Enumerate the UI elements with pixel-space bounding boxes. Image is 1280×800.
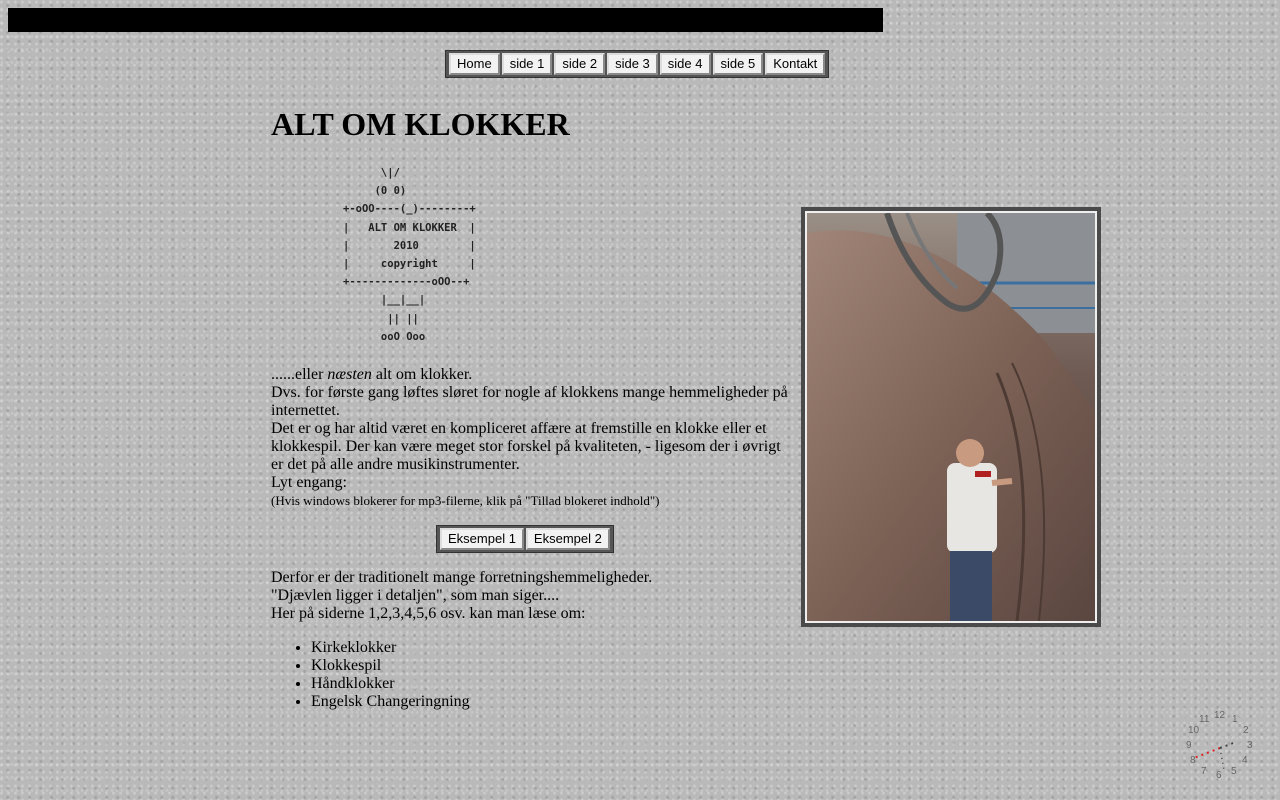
secrets-text <box>271 569 791 623</box>
clock-number: 3 <box>1247 740 1253 751</box>
list-item: • Håndklokker <box>311 675 470 693</box>
nav-side5-button[interactable]: side 5 <box>713 53 764 75</box>
ascii-art-banner: \|/ (0 0) +-oOO----(_)--------+ | ALT OM KLOKKER | | 2010 | | copyright | +-------------oOO--+ |__|__| || || ooO Ooo <box>343 167 476 343</box>
nav-side3-button[interactable]: side 3 <box>607 53 658 75</box>
clock-number: 7 <box>1201 766 1207 777</box>
intro-suffix: alt om klokker. <box>371 366 473 383</box>
nav-side1-button[interactable]: side 1 <box>502 53 553 75</box>
list-item: • Kirkeklokker <box>311 639 470 657</box>
intro-text <box>271 366 791 510</box>
clock-hands-icon <box>1180 708 1260 788</box>
page-title: ALT OM KLOKKER <box>271 106 570 142</box>
list-item: • Engelsk Changeringning <box>311 693 470 711</box>
example-1-button[interactable]: Eksempel 1 <box>440 528 524 550</box>
paragraph-6: Her på siderne 1,2,3,4,5,6 osv. kan man læse om: <box>271 605 586 622</box>
example-2-button[interactable]: Eksempel 2 <box>526 528 610 550</box>
topics-list <box>271 639 470 711</box>
top-banner <box>8 8 883 32</box>
clock-number: 1 <box>1232 714 1238 725</box>
nav-side2-button[interactable]: side 2 <box>554 53 605 75</box>
mp3-note: (Hvis windows blokerer for mp3-filerne, klik på "Tillad blokeret indhold") <box>271 493 660 508</box>
nav-side4-button[interactable]: side 4 <box>660 53 711 75</box>
clock-number: 9 <box>1186 740 1192 751</box>
examples-bar <box>436 525 614 553</box>
paragraph-1: Dvs. for første gang løftes sløret for nogle af klokkens mange hemmeligheder på internettet. <box>271 384 788 419</box>
bell-photo-frame <box>801 207 1101 627</box>
paragraph-5: "Djævlen ligger i detaljen", som man siger.... <box>271 587 560 604</box>
paragraph-3: Lyt engang: <box>271 474 347 491</box>
clock-number: 10 <box>1188 725 1200 736</box>
clock-number: 11 <box>1199 714 1210 725</box>
clock-number: 4 <box>1242 755 1248 766</box>
intro-emphasis: næsten <box>327 366 372 383</box>
clock-number: 5 <box>1231 766 1237 777</box>
clock-number: 8 <box>1190 755 1196 766</box>
list-item: • Klokkespil <box>311 657 470 675</box>
bell-engraving-image <box>807 213 1095 621</box>
paragraph-4: Derfor er der traditionelt mange forretningshemmeligheder. <box>271 569 653 586</box>
intro-line <box>271 366 791 384</box>
bell-photo <box>805 211 1097 623</box>
intro-prefix: ......eller <box>271 366 328 383</box>
nav-kontakt-button[interactable]: Kontakt <box>765 53 825 75</box>
nav-home-button[interactable]: Home <box>449 53 500 75</box>
nav-bar <box>445 50 829 78</box>
clock-widget <box>1180 708 1260 788</box>
paragraph-2: Det er og har altid været en kompliceret affære at fremstille en klokke eller et klokkespil. Der kan være meget stor forskel på kvaliteten, - ligesom der i øvrigt er det på alle andre musikinstrumenter. <box>271 420 781 473</box>
clock-number: 6 <box>1216 770 1222 781</box>
clock-number: 12 <box>1214 710 1226 721</box>
clock-number: 2 <box>1243 725 1249 736</box>
